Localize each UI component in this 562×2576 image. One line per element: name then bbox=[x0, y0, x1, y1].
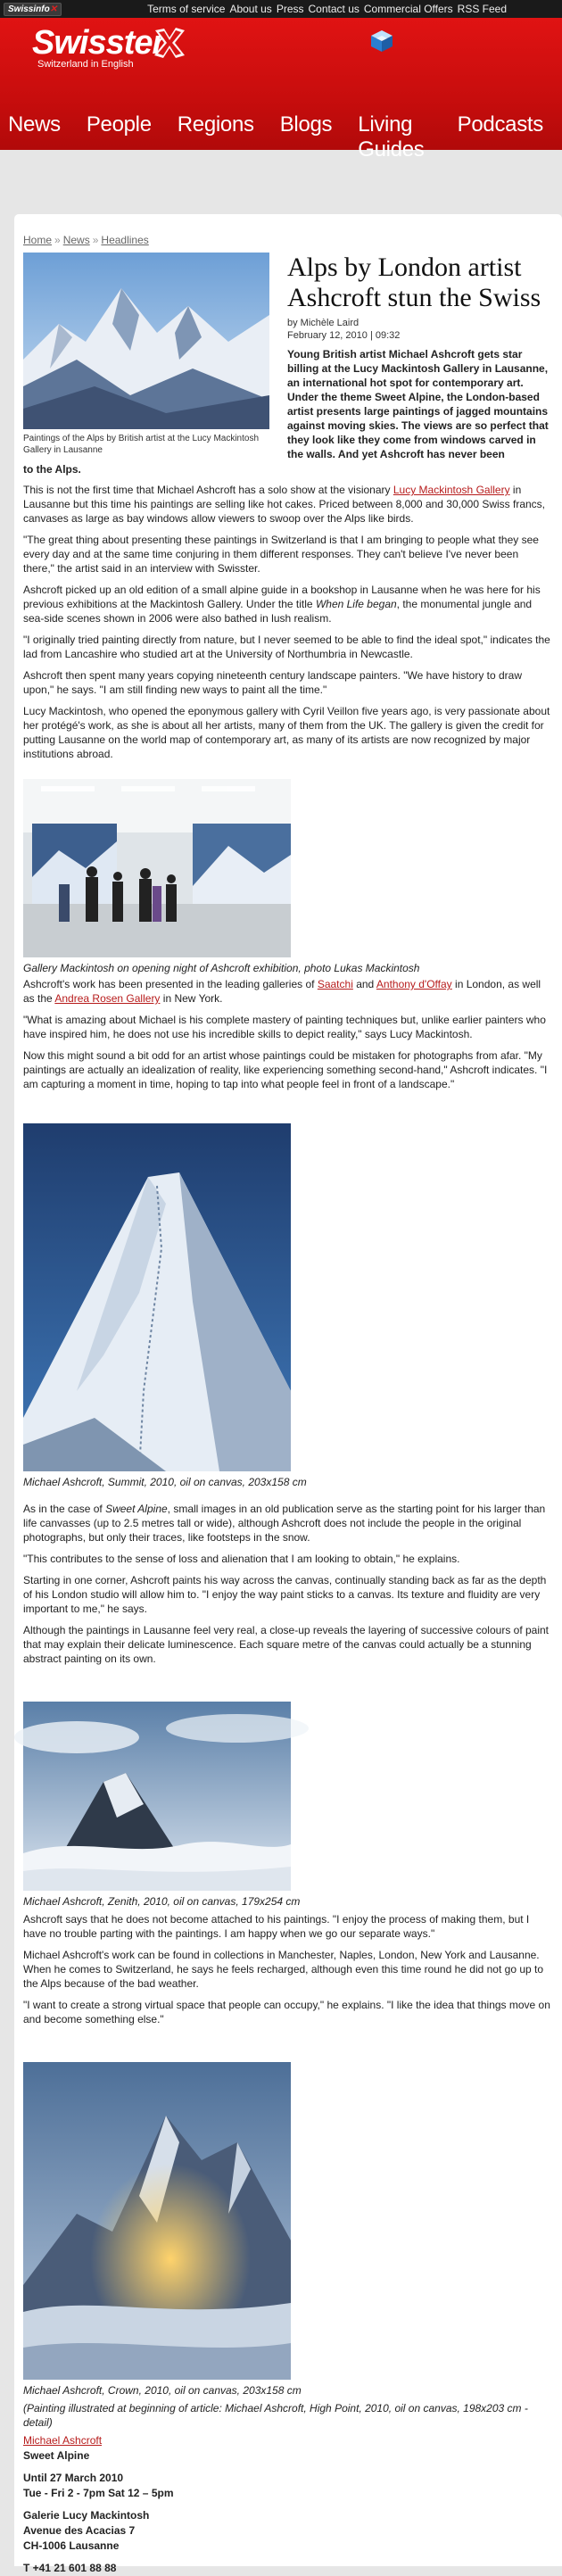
paragraph: "What is amazing about Michael is his complete mastery of painting techniques but, unlike earlier painters who have inspired him, he does not use his incredible skills to depict reality," says Lucy Mackintosh. bbox=[23, 1014, 546, 1040]
link-about-us[interactable]: About us bbox=[229, 3, 272, 15]
article-lead bbox=[23, 253, 551, 461]
lead-image-caption: Paintings of the Alps by British artist at the Lucy Mackintosh Gallery in Lausanne bbox=[23, 434, 260, 455]
paragraph: "This contributes to the sense of loss and alienation that I am looking to obtain," he explains. bbox=[23, 1553, 460, 1565]
paragraph: Ashcroft's work has been presented in the leading galleries of Saatchi and Anthony d'Offay in London, as well as the Andrea Rosen Gallery in New York. bbox=[23, 978, 541, 1005]
cube-icon[interactable] bbox=[369, 29, 394, 54]
nav-living-guides[interactable]: Living Guides bbox=[358, 112, 425, 162]
breadcrumb-home[interactable]: Home bbox=[23, 234, 53, 246]
brand-name: Swisster bbox=[32, 24, 165, 62]
figure-caption: Gallery Mackintosh on opening night of Ashcroft exhibition, photo Lukas Mackintosh bbox=[23, 962, 420, 974]
figure-crown bbox=[23, 2062, 551, 2430]
paragraph: Michael Ashcroft's work can be found in collections in Manchester, Naples, London, New York and Lausanne. When he comes to Switzerland, he says he feels recharged, although even this time round he did not go up to the Alps because of the bad weather. bbox=[23, 1949, 544, 1990]
paragraph: "The great thing about presenting these paintings in Switzerland is that I am bringing to people what they see every day and at the same time conjuring in them different responses. They can't believe I've never been there," the artist said in an interview with Swisster. bbox=[23, 534, 539, 575]
figure-caption: Michael Ashcroft, Zenith, 2010, oil on canvas, 179x254 cm bbox=[23, 1895, 301, 1908]
paragraph: Ashcroft then spent many years copying nineteenth century landscape painters. "We have history to draw upon," he says. "I am still finding new ways to paint all the time." bbox=[23, 669, 523, 696]
brand-tagline: Switzerland in English bbox=[37, 59, 134, 70]
nav-people[interactable]: People bbox=[86, 112, 152, 137]
article-container bbox=[14, 214, 562, 2574]
crown-painting-image[interactable] bbox=[23, 2062, 291, 2380]
paragraph: Now this might sound a bit odd for an artist whose paintings could be mistaken for photographs from afar. "My paintings are actually an idealization of reality, like experiencing something second-hand," Ashcroft indicates. "I am capturing a moment in time, hoping to tap into what people feel in front of a landscape." bbox=[23, 1049, 548, 1090]
link-contact-us[interactable]: Contact us bbox=[308, 3, 360, 15]
swiss-cross-x-icon bbox=[152, 25, 187, 61]
article-intro: Young British artist Michael Ashcroft gets star billing at the Lucy Mackintosh Gallery in Lausanne, an international hot spot for contemporary art. Under the theme Sweet Alpine, the London-based artist presents large paintings of jagged mountains against moving skies. The views are so perfect that they look like they come from windows carved in the walls. And yet Ashcroft has never been bbox=[287, 348, 549, 460]
figure-summit bbox=[23, 1123, 551, 1489]
link-terms-of-service[interactable]: Terms of service bbox=[147, 3, 226, 15]
gallery-opening-photo[interactable] bbox=[23, 779, 291, 957]
info-show-title: Sweet Alpine bbox=[23, 2449, 90, 2462]
figure-gallery-opening bbox=[23, 779, 551, 975]
nav-regions[interactable]: Regions bbox=[177, 112, 254, 137]
paragraph: "I originally tried painting directly from nature, but I never seemed to be able to find the ideal spot," indicates the lad from Lancashire who studied art at the University of Northumbria in Newcastle. bbox=[23, 634, 550, 660]
lead-painting-image[interactable] bbox=[23, 253, 269, 429]
figure-caption: Michael Ashcroft, Summit, 2010, oil on canvas, 203x158 cm bbox=[23, 1476, 307, 1488]
nav-news[interactable]: News bbox=[8, 112, 61, 137]
paragraph: As in the case of Sweet Alpine, small images in an old publication serve as the starting point for his larger than life canvasses (up to 2.5 metres tall or wide), although Ashcroft does not include the people in the original photographs, but only their traces, like footsteps in the snow. bbox=[23, 1503, 546, 1544]
figure-caption: Michael Ashcroft, Crown, 2010, oil on canvas, 203x158 cm bbox=[23, 2384, 302, 2397]
main-nav bbox=[0, 112, 562, 162]
article-title: Alps by London artist Ashcroft stun the Swiss bbox=[287, 253, 541, 312]
info-city: CH-1006 Lausanne bbox=[23, 2539, 120, 2552]
exhibition-info bbox=[23, 2433, 551, 2576]
article-intro-tail: to the Alps. bbox=[23, 463, 81, 476]
link-andrea-rosen-gallery[interactable]: Andrea Rosen Gallery bbox=[54, 992, 161, 1005]
link-press[interactable]: Press bbox=[276, 3, 304, 15]
paragraph: "I want to create a strong virtual space that people can occupy," he explains. "I like the idea that things move on and become something else." bbox=[23, 1999, 550, 2025]
link-anthony-doffay[interactable]: Anthony d'Offay bbox=[376, 978, 452, 990]
paragraph: Starting in one corner, Ashcroft paints his way across the canvas, continually standing back as far as the depth of his London studio will allow him to. "I enjoy the way paint sticks to a canvas. Its texture and fluidity are very important to me," he says. bbox=[23, 1574, 547, 1615]
link-commercial-offers[interactable]: Commercial Offers bbox=[363, 3, 453, 15]
info-street: Avenue des Acacias 7 bbox=[23, 2524, 136, 2537]
top-links bbox=[147, 3, 511, 15]
breadcrumb-headlines[interactable]: Headlines bbox=[101, 234, 149, 246]
site-header bbox=[0, 18, 562, 162]
breadcrumb: Home » News » Headlines bbox=[23, 234, 149, 246]
breadcrumb-news[interactable]: News bbox=[62, 234, 90, 246]
swissinfo-logo[interactable]: Swissinfo✕ bbox=[4, 3, 62, 16]
figure-note: (Painting illustrated at beginning of article: Michael Ashcroft, High Point, 2010, oil on canvas, 198x203 cm - detail) bbox=[23, 2402, 528, 2429]
top-bar bbox=[0, 0, 562, 18]
info-until: Until 27 March 2010 bbox=[23, 2472, 124, 2484]
paragraph: Lucy Mackintosh, who opened the eponymous gallery with Cyril Veillon five years ago, is very passionate about her protégé's work, as she is about all her artists, many of them from the UK. The gallery is given the credit for putting Lausanne on the world map of contemporary art, as many of its artists are now recognized by major institutions abroad. bbox=[23, 705, 550, 760]
article-date: February 12, 2010 | 09:32 bbox=[287, 330, 401, 341]
paragraph: Ashcroft says that he does not become attached to his paintings. "I enjoy the process of making them, but I have no trouble parting with the paintings. I am happy when we go our separate ways." bbox=[23, 1913, 530, 1940]
paragraph: This is not the first time that Michael Ashcroft has a solo show at the visionary Lucy Mackintosh Gallery in Lausanne but this time his paintings are selling like hot cakes. Priced between 8,000 and 30,000 Swiss francs, canvases as large as bay windows allow viewers to swoop over the Alps like birds. bbox=[23, 484, 546, 525]
zenith-painting-image[interactable] bbox=[23, 1702, 291, 1891]
link-saatchi[interactable]: Saatchi bbox=[317, 978, 353, 990]
link-michael-ashcroft[interactable]: Michael Ashcroft bbox=[23, 2434, 103, 2447]
link-rss-feed[interactable]: RSS Feed bbox=[457, 3, 508, 15]
info-gallery: Galerie Lucy Mackintosh bbox=[23, 2509, 150, 2522]
paragraph: Ashcroft picked up an old edition of a small alpine guide in a bookshop in Lausanne when he was here for his previous exhibitions at the Mackintosh Gallery. Under the title When Life began, the monumental jungle and sea-side scenes shown in 2006 were also bathed in lush realism. bbox=[23, 584, 541, 625]
paragraph: Although the paintings in Lausanne feel very real, a close-up reveals the layering of successive colours of paint that may explain their delicate luminescence. Each square metre of the canvas could actually be a stunning abstract painting on its own. bbox=[23, 1624, 550, 1665]
summit-painting-image[interactable] bbox=[23, 1123, 291, 1471]
link-lucy-mackintosh-gallery[interactable]: Lucy Mackintosh Gallery bbox=[393, 484, 510, 496]
nav-blogs[interactable]: Blogs bbox=[279, 112, 333, 137]
figure-zenith bbox=[23, 1702, 551, 1909]
info-hours: Tue - Fri 2 - 7pm Sat 12 – 5pm bbox=[23, 2487, 174, 2499]
article-author: by Michèle Laird bbox=[287, 318, 360, 328]
info-phone: T +41 21 601 88 88 bbox=[23, 2562, 117, 2574]
nav-podcasts[interactable]: Podcasts bbox=[457, 112, 543, 137]
